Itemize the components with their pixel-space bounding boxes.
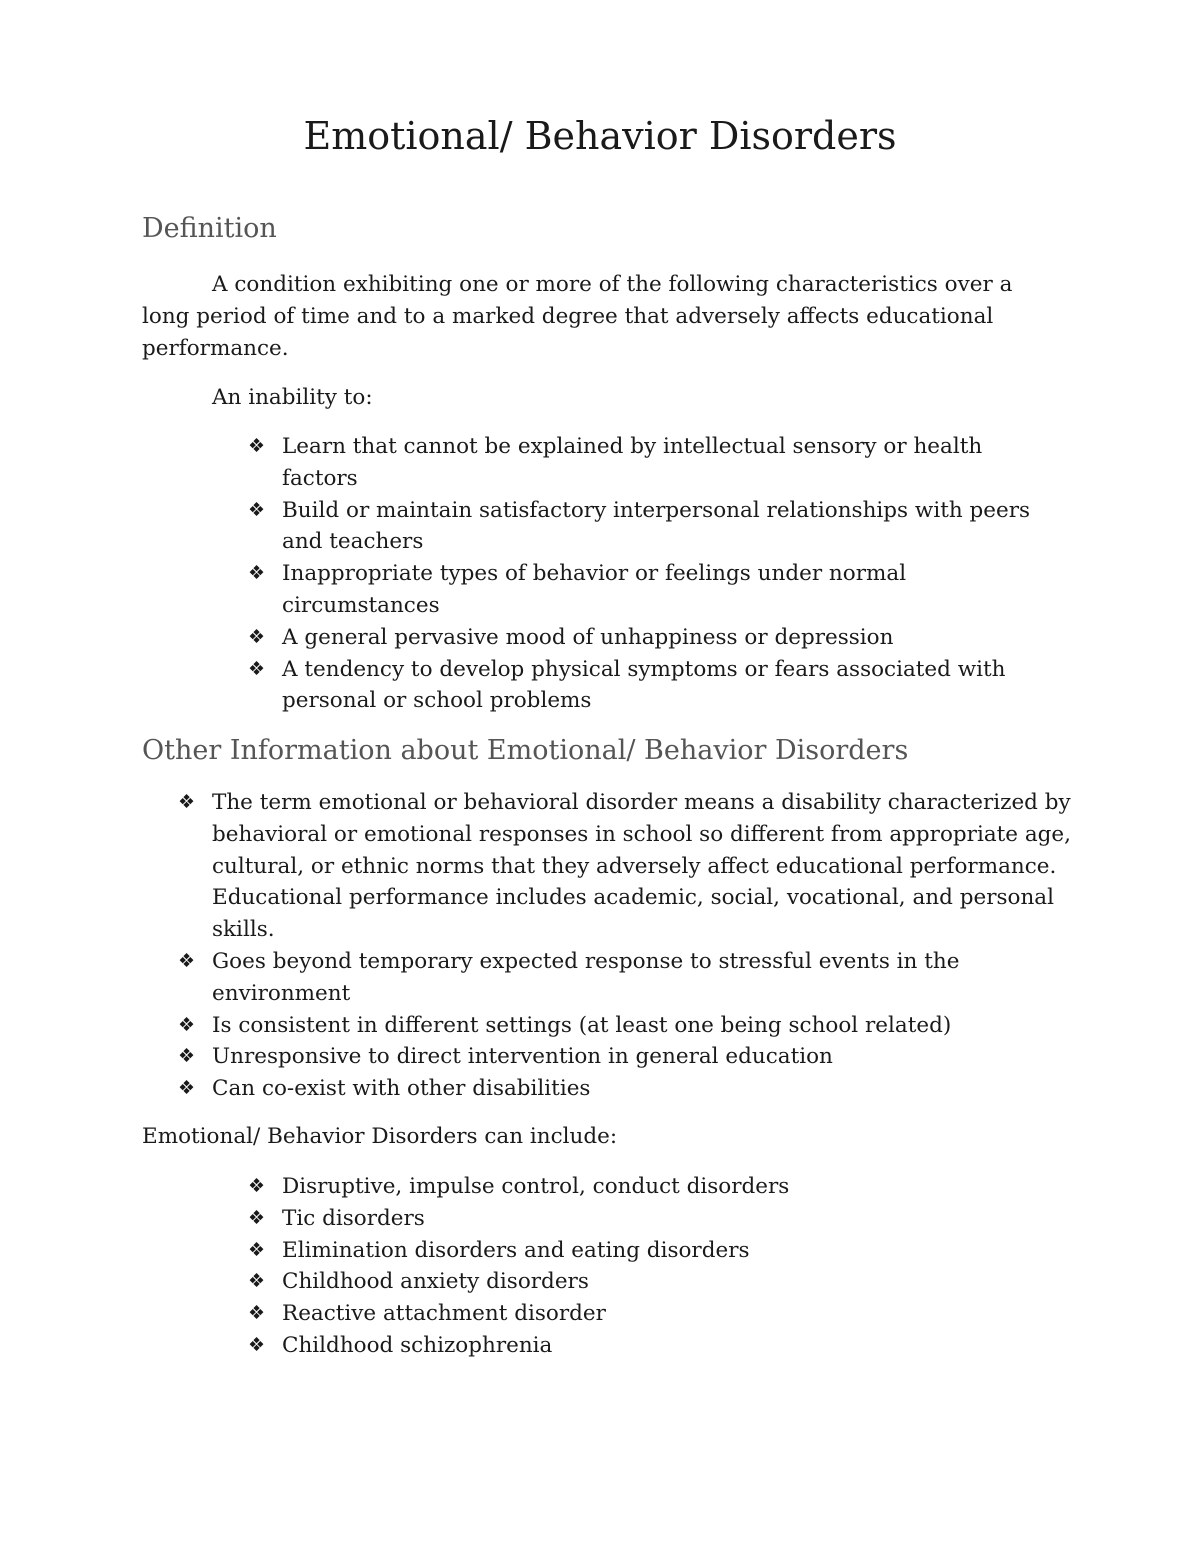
page-title: Emotional/ Behavior Disorders (303, 114, 897, 158)
list-item-text: Tic disorders (282, 1205, 425, 1231)
inability-list (212, 431, 1042, 717)
definition-heading: Definition (142, 213, 277, 244)
list-item-text: Goes beyond temporary expected response to stressful events in the environment (212, 948, 960, 1006)
can-include-intro: Emotional/ Behavior Disorders can include: (142, 1124, 618, 1149)
list-item-text: Inappropriate types of behavior or feelings under normal circumstances (282, 561, 907, 618)
diamond-bullet-icon: ❖ (248, 657, 266, 680)
list-item-text: Disruptive, impulse control, conduct disorders (282, 1174, 790, 1199)
list-item-text: Learn that cannot be explained by intellectual sensory or health factors (282, 434, 983, 491)
diamond-bullet-icon: ❖ (248, 625, 266, 648)
diamond-bullet-icon: ❖ (178, 949, 196, 972)
inability-intro: An inability to: (212, 385, 373, 410)
list-item (212, 1298, 1042, 1330)
diamond-bullet-icon: ❖ (248, 1302, 266, 1325)
list-item (212, 1330, 1042, 1362)
can-include-list (212, 1171, 1042, 1362)
diamond-bullet-icon: ❖ (248, 1270, 266, 1293)
list-item (142, 946, 1072, 1010)
diamond-bullet-icon: ❖ (248, 435, 266, 457)
diamond-bullet-icon: ❖ (248, 1333, 266, 1356)
diamond-bullet-icon: ❖ (178, 1045, 196, 1068)
list-item-text: The term emotional or behavioral disorder means a disability characterized by behavioral or emotional responses in school so different from appropriate age, cultural, or ethnic norms that they adversely affect educational performance. Educational performance includes academic, social, vocational, and personal skills. (212, 790, 1071, 943)
diamond-bullet-icon: ❖ (248, 498, 266, 521)
list-item-text: A tendency to develop physical symptoms or fears associated with personal or school problems (282, 656, 1006, 714)
list-item-text: Unresponsive to direct intervention in general education (212, 1044, 833, 1070)
list-item (142, 1041, 1072, 1073)
diamond-bullet-icon: ❖ (248, 1206, 266, 1229)
diamond-bullet-icon: ❖ (178, 1013, 196, 1036)
diamond-bullet-icon: ❖ (178, 1077, 196, 1100)
list-item-text: A general pervasive mood of unhappiness or depression (282, 624, 894, 650)
list-item (142, 1010, 1072, 1042)
list-item (142, 787, 1072, 946)
list-item (212, 495, 1042, 559)
list-item (142, 1073, 1072, 1105)
diamond-bullet-icon: ❖ (248, 1175, 266, 1197)
list-item (212, 1171, 1042, 1203)
list-item-text: Is consistent in different settings (at least one being school related) (212, 1012, 952, 1038)
list-item (212, 1235, 1042, 1267)
list-item-text: Childhood anxiety disorders (282, 1269, 589, 1295)
list-item (212, 558, 1042, 622)
definition-paragraph: A condition exhibiting one or more of the following characteristics over a long period of time and to a marked degree that adversely affects educational performance. (142, 272, 1013, 361)
list-item (212, 622, 1042, 654)
list-item-text: Elimination disorders and eating disorders (282, 1237, 750, 1263)
list-item (212, 1266, 1042, 1298)
list-item-text: Build or maintain satisfactory interpersonal relationships with peers and teachers (282, 497, 1031, 555)
diamond-bullet-icon: ❖ (248, 562, 266, 585)
list-item-text: Can co-exist with other disabilities (212, 1076, 591, 1102)
diamond-bullet-icon: ❖ (248, 1238, 266, 1261)
list-item-text: Childhood schizophrenia (282, 1332, 553, 1358)
diamond-bullet-icon: ❖ (178, 791, 196, 813)
other-info-list (142, 787, 1072, 1105)
list-item (212, 654, 1042, 718)
list-item (212, 431, 1042, 495)
list-item-text: Reactive attachment disorder (282, 1301, 606, 1327)
other-info-heading: Other Information about Emotional/ Behavior Disorders (142, 735, 909, 766)
list-item (212, 1203, 1042, 1235)
